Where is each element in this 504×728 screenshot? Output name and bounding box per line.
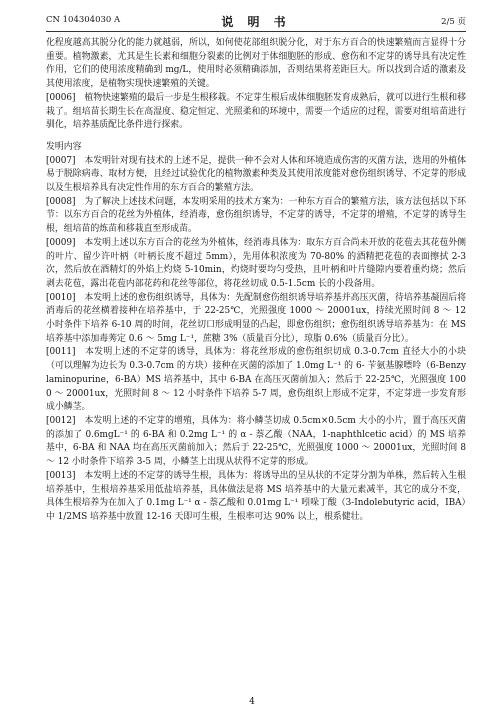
patent-number: CN 104304030 A [46, 15, 121, 25]
header-divider [46, 31, 466, 32]
page-indicator: 2/5 页 [441, 17, 466, 27]
page-number: 4 [249, 697, 255, 707]
document-body [46, 37, 466, 525]
paragraph-0012: [0012] 本发明上述的不定芽的增殖，具体为：将小鳞茎切成 0.5cm×0.5cm 大小的小片，置于高压灭菌的添加了 0.6mgL⁻¹ 的 6-BA 和 0.2mg L⁻¹ 的 α - 萘乙酸（NAA，1-naphthlcetic acid）的 MS 培养基中，6-BA 和 NAA 均在高压灭菌前加入；然后于 22-25℃，光照强度 1000 ～ 20001ux，光照时间 8 ～ 12 小时条件下培养 3-5 周，小鳞茎上出现从状得不定芽的形成。 [46, 415, 466, 468]
paragraph-0006: [0006] 植物快速繁殖的最后一步是生根移栽。不定芽生根后成体细胞胚发育成熟后，就可以进行生根和移栽了。组培苗长期生长在高湿度、稳定恒定、光照柔和的环境中，需要一个适应的过程，需要对组培苗进行驯化，培养基质配比条件进行探索。 [46, 92, 467, 131]
intro-paragraph: 化程度越高其脱分化的能力就越弱，所以，如何使花部组织脱分化，对于东方百合的快速繁殖而言显得十分重要。植物激素，尤其是生长素和细胞分裂素的比例对于体细胞胚的形成、愈伤和不定芽的诱导具有决定性作用，它们的使用浓度精确到 mg/L，使用时必须精确添加，否则结果将差距巨大。所以找到合适的激素及其使用浓度，是植物实现快速繁殖的关键。 [46, 38, 466, 90]
paragraph-0011: [0011] 本发明上述的不定芽的诱导，具体为：将花丝形成的愈伤组织切成 0.3-0.7cm 直径大小的小块（可以理解为边长为 0.3-0.7cm 的方块）接种在灭菌的添加了 1.0mg L⁻¹ 的 6- 苄氨基腺嘌呤（6-Benzylaminopurine，6-BA）MS 培养基中，其中 6-BA 在高压灭菌前加入；然后于 22-25℃，光照强度 1000 ～ 20001ux，光照时间 8 ～ 12 小时条件下培养 5-7 周，愈伤组织上形成不定芽，不定芽进一步发育形成小鳞茎。 [46, 347, 466, 413]
section-heading: 发明内容 [46, 141, 82, 152]
paragraph-0010: [0010] 本发明上述的愈伤组织诱导，具体为：先配制愈伤组织诱导培养基并高压灭菌，待培养基凝固后将消毒后的花丝横着接种在培养基中，于 22-25℃，光照强度 1000 ～ 20001ux，持续光照时间 8 ～ 12 小时条件下培养 6-10 周的时间，花丝切口形成明显的凸起，即愈伤组织；愈伤组织诱导培养基为：在 MS 培养基中添加毒莠定 0.6 ～ 5mg L⁻¹，蔗糖 3%（质量百分比），琼脂 0.6%（质量百分比）。 [46, 292, 467, 344]
paragraph-0007: [0007] 本发明针对现有技术的上述不足，提供一种不会对人体和环境造成伤害的灭菌方法，选用的外植体易于脱除病毒、取材方便，且经过试验优化的植物激素种类及其使用浓度能对愈伤组织诱导、不定芽的形成以及生根培养具有决定性作用的东方百合的繁殖方法。 [46, 155, 467, 194]
document-type-title: 说 明 书 [221, 15, 291, 29]
paragraph-0009: [0009] 本发明上述以东方百合的花丝为外植体，经消毒具体为：取东方百合尚未开放的花苞去其花苞外侧的叶片、留少许叶柄（叶柄长度不超过 5mm），先用体积浓度为 70-80% 的酒精把花苞的表面擦拭 2-3 次，然后放在酒精灯的外焰上灼烧 5-10min，灼烧时要均匀受热，且叶柄和叶片缝隙内要着重灼烧；然后剥去花苞，露出花苞内部花药和花丝等部位，将花丝切成 0.5-1.5cm 长的小段备用。 [46, 237, 467, 289]
page-header [46, 13, 466, 29]
paragraph-0013: [0013] 本发明上述的不定芽的诱导生根，具体为：将诱导出的呈从状的不定芽分割为单株，然后转入生根培养基中，生根培养基采用低盐培养基，具体做法是将 MS 培养基中的大量元素减半，其它的成分不变，具体生根培养为在加入了 0.1mg L⁻¹ α - 萘乙酸和 0.01mg L⁻¹ 吲哚丁酸（3-Indolebutyric acid，IBA）中 1/2MS 培养基中放置 12-16 天即可生根，生根率可达 90% 以上，根系健壮。 [46, 470, 467, 522]
paragraph-0008: [0008] 为了解决上述技术问题，本发明采用的技术方案为：一种东方百合的繁殖方法，该方法包括以下环节：以东方百合的花丝为外植体，经消毒，愈伤组织诱导，不定芽的诱导，不定芽的增殖，不定芽的诱导生根，组培苗的炼苗和移栽直至形成苗。 [46, 196, 467, 235]
